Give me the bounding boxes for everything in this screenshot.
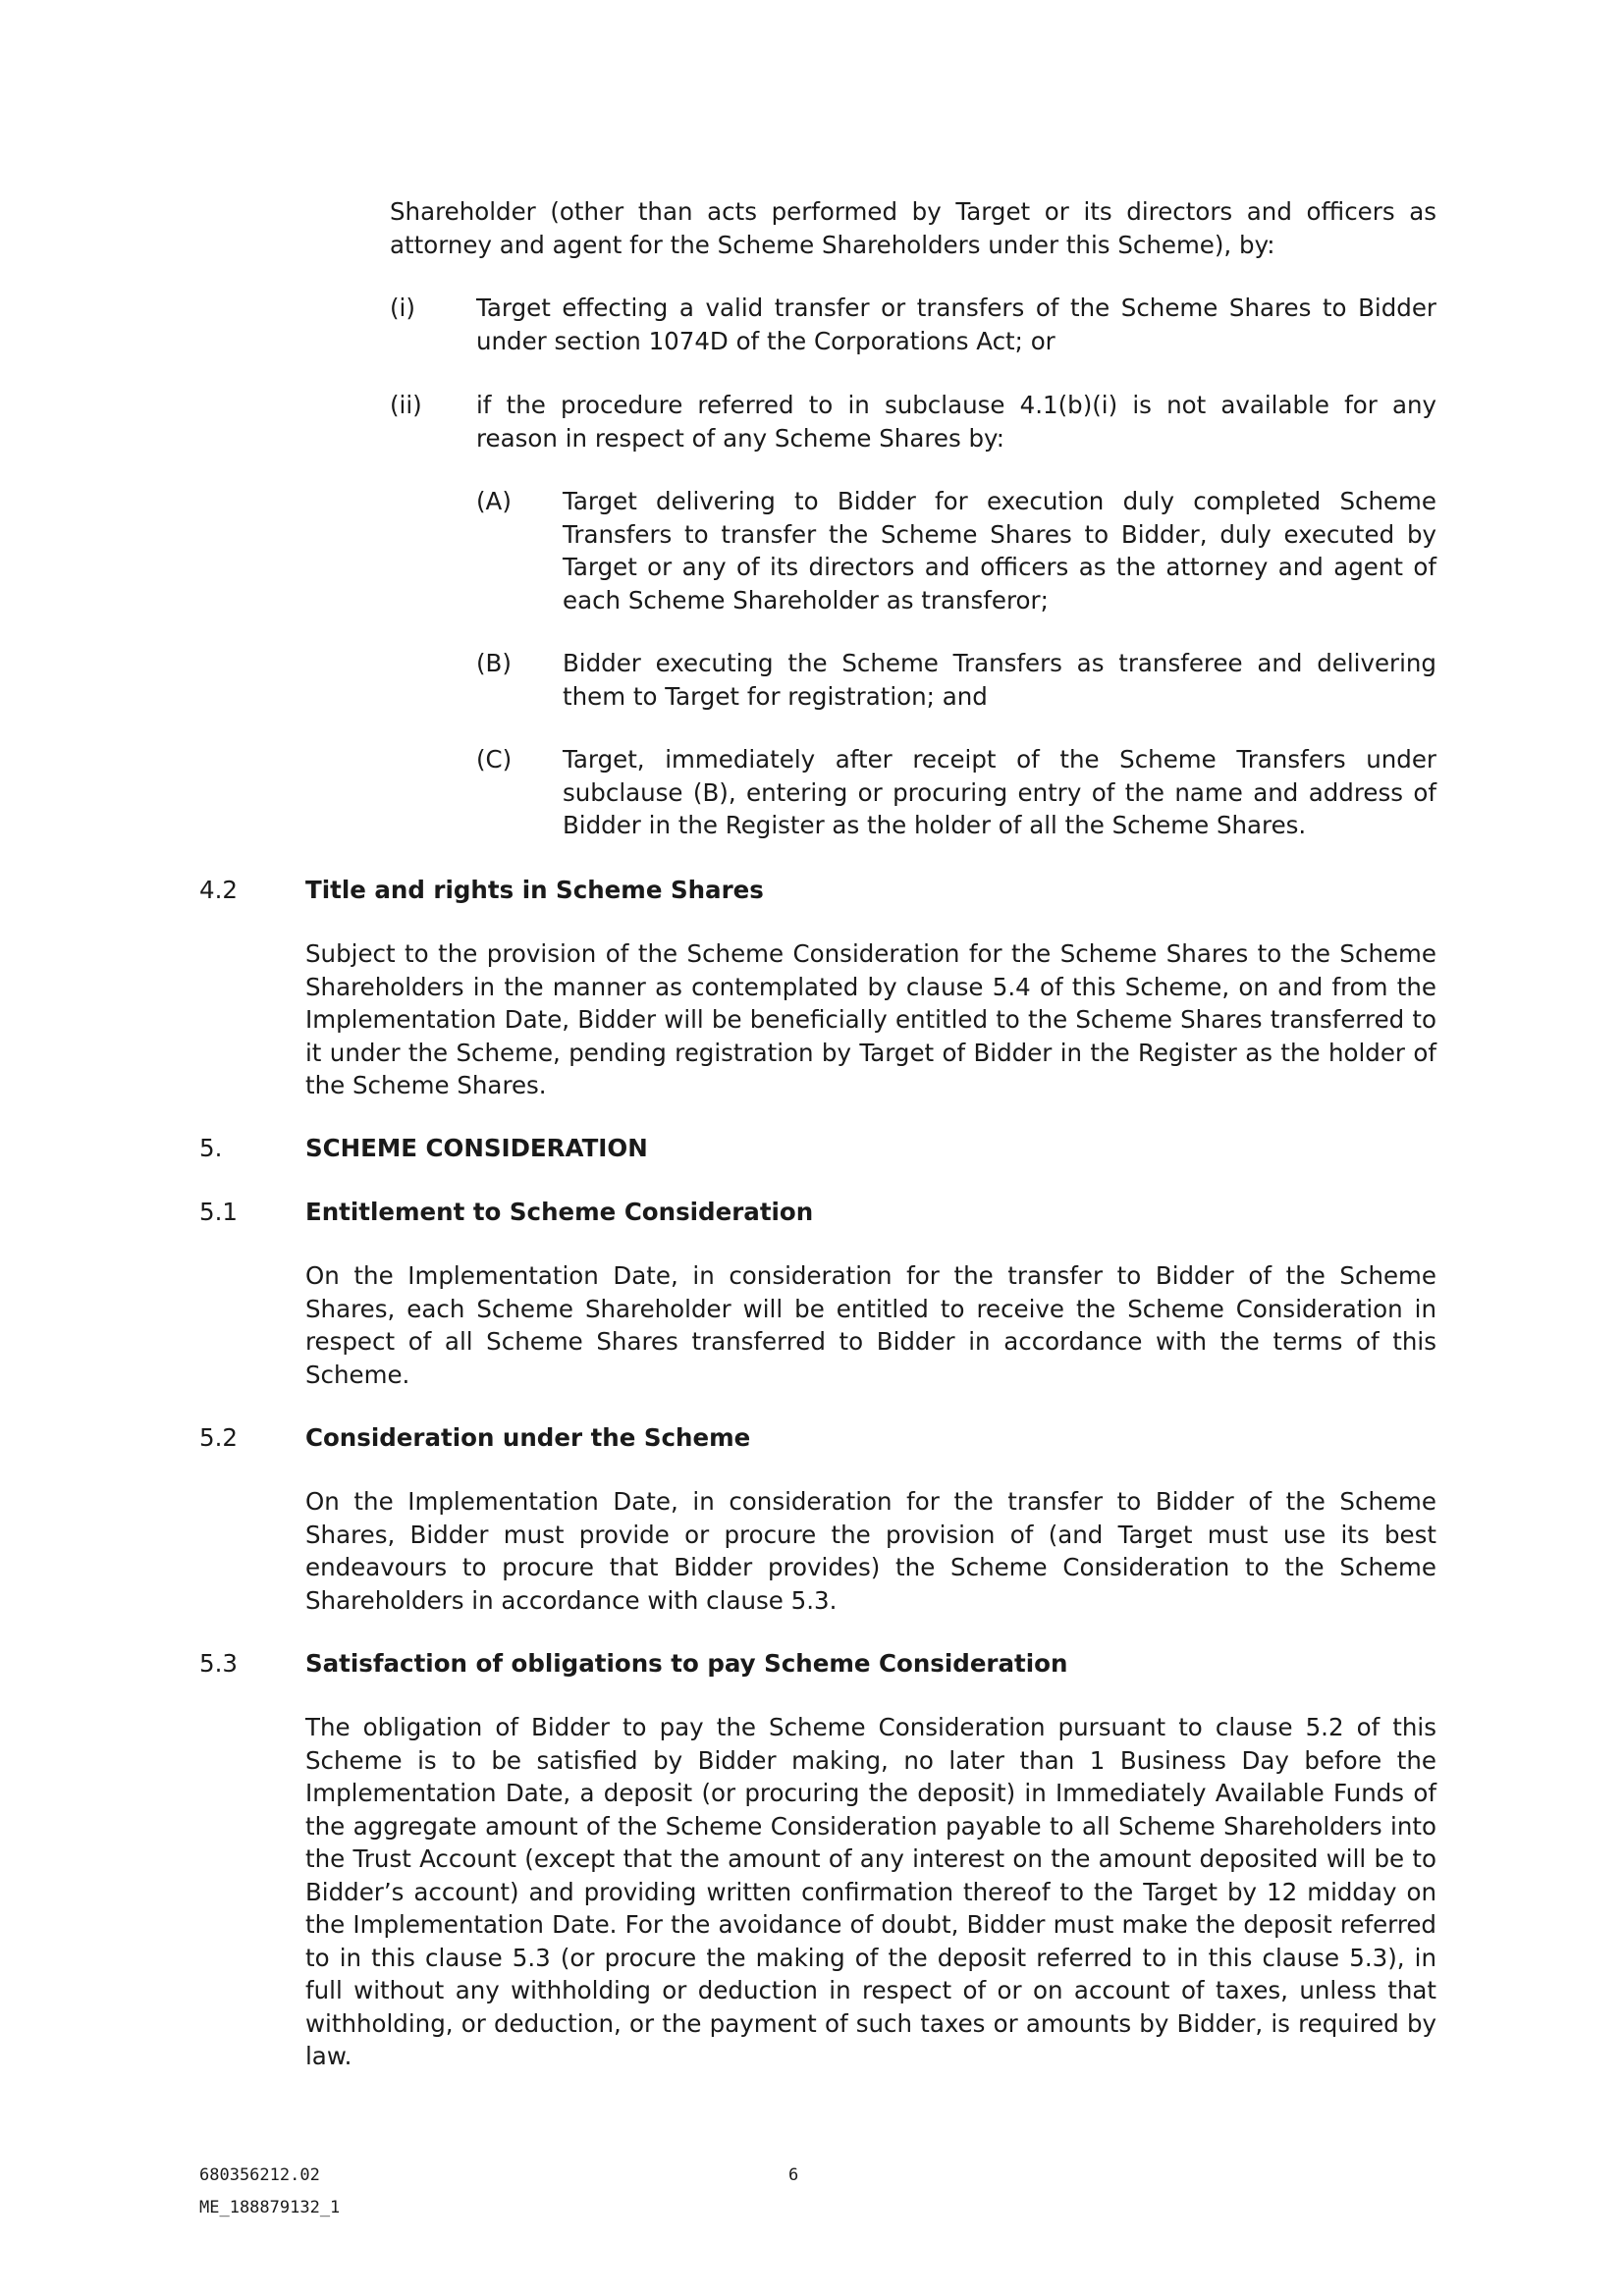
clause-4-2-heading: Title and rights in Scheme Shares [305, 876, 764, 904]
clause-5-number: 5. [199, 1134, 223, 1162]
item-C-text: Target, immediately after receipt of the Scheme Transfers under subclause (B), entering or procuring entry of the name and address of Bidder in the Register as the holder of all the Scheme Shares. [563, 745, 1436, 839]
footer-doc-ref-1: 680356212.02 [199, 2165, 320, 2185]
clause-5-3-number: 5.3 [199, 1649, 238, 1678]
item-A-label: (A) [476, 487, 512, 515]
clause-5-2-heading: Consideration under the Scheme [305, 1423, 751, 1452]
clause-5-3-text: The obligation of Bidder to pay the Scheme Consideration pursuant to clause 5.2 of this Scheme is to be satisfied by Bidder making, no later than 1 Business Day before the Implementation Date, a deposit (or procuring the deposit) in Immediately Available Funds of the aggregate amount of the Scheme Consideration payable to all Scheme Shareholders into the Trust Account (except that the amount of any interest on the amount deposited will be to Bidder’s account) and providing written confirmation thereof to the Target by 12 midday on the Implementation Date. For the avoidance of doubt, Bidder must make the deposit referred to in this clause 5.3 (or procure the making of the deposit referred to in this clause 5.3), in full without any withholding or deduction in respect of or on account of taxes, unless that withholding, or deduction, or the payment of such taxes or amounts by Bidder, is required by law. [305, 1713, 1436, 2070]
clause-5-1-heading: Entitlement to Scheme Consideration [305, 1198, 814, 1226]
item-C-label: (C) [476, 745, 513, 774]
item-i-text: Target effecting a valid transfer or transfers of the Scheme Shares to Bidder under section 1074D of the Corporations Act; or [476, 294, 1436, 355]
clause-5-1-text: On the Implementation Date, in consideration for the transfer to Bidder of the Scheme Shares, each Scheme Shareholder will be entitled to receive the Scheme Consideration in respect of all Scheme Shares transferred to Bidder in accordance with the terms of this Scheme. [305, 1261, 1436, 1389]
footer-doc-ref-2: ME_188879132_1 [199, 2198, 341, 2217]
clause-5-heading: SCHEME CONSIDERATION [305, 1134, 648, 1162]
clause-5-3-heading: Satisfaction of obligations to pay Scheme Consideration [305, 1649, 1068, 1678]
item-ii-text: if the procedure referred to in subclause 4.1(b)(i) is not available for any reason in respect of any Scheme Shares by: [476, 391, 1436, 453]
item-B-text: Bidder executing the Scheme Transfers as transferee and delivering them to Target for registration; and [563, 649, 1436, 711]
clause-5-1-number: 5.1 [199, 1198, 238, 1226]
item-i-label: (i) [390, 294, 415, 322]
clause-4-2-number: 4.2 [199, 876, 238, 904]
clause-5-2-text: On the Implementation Date, in consideration for the transfer to Bidder of the Scheme Shares, Bidder must provide or procure the provision of (and Target must use its best endeavours to procure that Bidder provides) the Scheme Consideration to the Scheme Shareholders in accordance with clause 5.3. [305, 1487, 1436, 1615]
page-number: 6 [788, 2165, 799, 2185]
item-ii-label: (ii) [390, 391, 422, 419]
intro-paragraph: Shareholder (other than acts performed by Target or its directors and officers as attorney and agent for the Scheme Shareholders under this Scheme), by: [390, 197, 1436, 259]
clause-4-2-text: Subject to the provision of the Scheme Consideration for the Scheme Shares to the Scheme Shareholders in the manner as contemplated by clause 5.4 of this Scheme, on and from the Implementation Date, Bidder will be beneficially entitled to the Scheme Shares transferred to it under the Scheme, pending registration by Target of Bidder in the Register as the holder of the Scheme Shares. [305, 939, 1436, 1099]
clause-5-2-number: 5.2 [199, 1423, 238, 1452]
item-B-label: (B) [476, 649, 512, 677]
item-A-text: Target delivering to Bidder for execution duly completed Scheme Transfers to transfer the Scheme Shares to Bidder, duly executed by Target or any of its directors and officers as the attorney and agent of each Scheme Shareholder as transferor; [563, 487, 1436, 614]
